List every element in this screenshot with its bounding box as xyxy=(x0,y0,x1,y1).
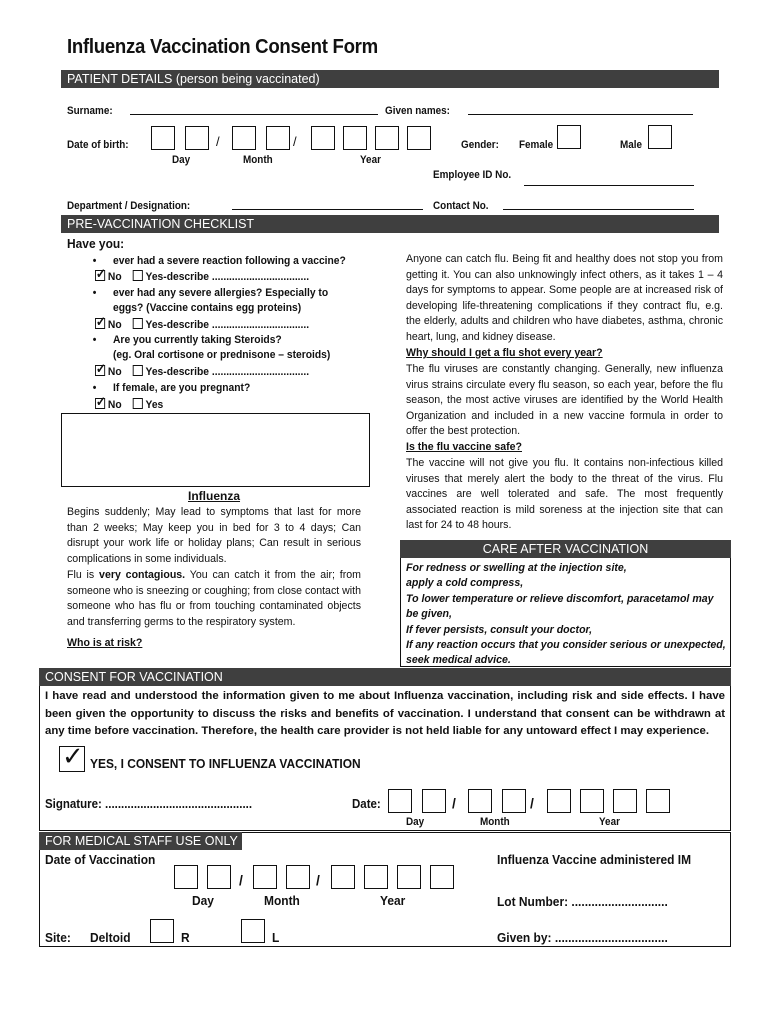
q1-no-checkbox[interactable] xyxy=(95,270,105,281)
consent-yes-label: YES, I CONSENT TO INFLUENZA VACCINATION xyxy=(90,756,361,771)
care-line-1: For redness or swelling at the injection site, xyxy=(406,562,627,574)
q4-yes-label: Yes xyxy=(145,399,164,411)
checkmark-icon: ✓ xyxy=(62,741,84,771)
info-paragraph-1: Anyone can catch flu. Being fit and healthy does not stop you from getting it. You can also unknowingly infect others, as it takes 1 – 4 days for symptoms to appear. Some people are at increased risk of developing life-threatening complications if they contract flu, e.g. the elderly, adults and children who have diabetes, asthma, chronic heart, lung, and kidney disease. xyxy=(406,253,723,343)
female-checkbox[interactable] xyxy=(557,125,581,149)
deltoid-r-label: R xyxy=(181,930,190,945)
vaccine-im-label: Influenza Vaccine administered IM xyxy=(497,852,692,867)
who-is-at-risk-heading: Who is at risk? xyxy=(67,637,143,649)
consent-text: I have read and understood the information given to me about Influenza vaccination, including risk and side effects. I have been given the opportunity to discuss the risks and benefits of vaccination. I understand that consent can be withdrawn at any time before vaccination. Therefore, the health care provider is not held liable for any untoward effect I may experience. xyxy=(45,690,725,737)
date-of-vaccination-label: Date of Vaccination xyxy=(45,852,156,867)
consent-day-box-1[interactable] xyxy=(388,789,412,813)
vaccine-safe-heading: Is the flu vaccine safe? xyxy=(406,441,522,453)
care-line-2: apply a cold compress, xyxy=(406,577,524,590)
question-2-continued: eggs? (Vaccine contains egg proteins) xyxy=(113,302,302,314)
influenza-paragraph-2: Flu is very contagious. You can catch it from the air; from someone who is sneezing or coughing; from close contact with someone who has flu or from touching contaminated objects and transferring germs to the respiratory system. xyxy=(67,569,361,628)
vacc-month-box-1[interactable] xyxy=(253,865,277,889)
q1-yes-checkbox[interactable] xyxy=(133,270,143,281)
question-3: • Are you currently taking Steroids? xyxy=(113,334,282,346)
dob-day-box-1[interactable] xyxy=(151,126,175,150)
info-paragraph-3: The vaccine will not give you flu. It contains non-infectious killed viruses that merely alert the body to the threat of the virus. Flu vaccines are well tolerated and safe. The most frequently associated reaction is mild soreness at the injection site that can last for 24 to 48 hours. xyxy=(406,457,723,532)
question-3-continued: (eg. Oral cortisone or prednisone – steroids) xyxy=(113,349,331,361)
care-line-3: To lower temperature or relieve discomfort, paracetamol may be given, xyxy=(406,592,714,621)
consent-slash-1: / xyxy=(452,795,456,811)
q1-yes-describe: Yes-describe .................................. xyxy=(145,271,310,283)
gender-label: Gender: xyxy=(461,139,499,151)
vacc-year-box-3[interactable] xyxy=(397,865,421,889)
vacc-day-box-1[interactable] xyxy=(174,865,198,889)
male-checkbox[interactable] xyxy=(648,125,672,149)
checklist-header: PRE-VACCINATION CHECKLIST xyxy=(61,215,719,233)
consent-year-caption: Year xyxy=(599,816,620,828)
q4-yes-checkbox[interactable] xyxy=(133,398,143,409)
surname-field[interactable] xyxy=(130,114,378,115)
care-line-4: If fever persists, consult your doctor, xyxy=(406,623,593,636)
q4-no-label: No xyxy=(107,399,122,411)
vacc-month-box-2[interactable] xyxy=(286,865,310,889)
dob-month-box-1[interactable] xyxy=(232,126,256,150)
consent-header: CONSENT FOR VACCINATION xyxy=(39,668,731,686)
given-names-field[interactable] xyxy=(468,114,693,115)
consent-year-box-3[interactable] xyxy=(613,789,637,813)
male-label: Male xyxy=(620,139,643,151)
dob-year-box-3[interactable] xyxy=(375,126,399,150)
q3-no-checkbox[interactable] xyxy=(95,365,105,376)
vacc-year-box-1[interactable] xyxy=(331,865,355,889)
contact-label: Contact No. xyxy=(433,200,489,212)
consent-day-caption: Day xyxy=(406,816,425,828)
q2-yes-checkbox[interactable] xyxy=(133,318,143,329)
vacc-year-box-4[interactable] xyxy=(430,865,454,889)
consent-slash-2: / xyxy=(530,795,534,811)
dob-year-box-1[interactable] xyxy=(311,126,335,150)
dob-year-caption: Year xyxy=(360,154,381,166)
form-title: Influenza Vaccination Consent Form xyxy=(67,36,378,58)
dob-day-box-2[interactable] xyxy=(185,126,209,150)
dob-month-caption: Month xyxy=(243,154,273,166)
site-label: Site: xyxy=(45,930,71,945)
q1-no-label: No xyxy=(107,271,122,283)
consent-checkbox[interactable] xyxy=(59,741,85,772)
have-you-label: Have you: xyxy=(67,236,125,251)
lot-number-field[interactable]: Lot Number: ............................. xyxy=(497,894,668,909)
given-by-field[interactable]: Given by: .................................. xyxy=(497,930,668,945)
influenza-paragraph-1: Begins suddenly; May lead to symptoms that last for more than 2 weeks; May keep you in bed for 3 to 4 days; Can disrupt your work life or holiday plans; Can result in serious complications in some individuals. xyxy=(67,506,361,565)
vacc-day-caption: Day xyxy=(192,893,214,908)
vacc-month-caption: Month xyxy=(264,893,300,908)
q2-no-checkbox[interactable] xyxy=(95,318,105,329)
consent-month-box-1[interactable] xyxy=(468,789,492,813)
q2-yes-describe: Yes-describe .................................. xyxy=(145,319,310,331)
contact-field[interactable] xyxy=(503,209,694,210)
female-label: Female xyxy=(519,139,554,151)
dob-label: Date of birth: xyxy=(67,139,129,151)
consent-month-box-2[interactable] xyxy=(502,789,526,813)
notes-box[interactable] xyxy=(61,413,370,487)
care-header: CARE AFTER VACCINATION xyxy=(400,540,731,558)
question-1: • ever had a severe reaction following a vaccine? xyxy=(113,255,346,267)
q3-yes-checkbox[interactable] xyxy=(133,365,143,376)
question-4: • If female, are you pregnant? xyxy=(113,382,250,394)
dob-slash-1: / xyxy=(216,134,220,149)
deltoid-r-checkbox[interactable] xyxy=(150,919,174,943)
dob-year-box-2[interactable] xyxy=(343,126,367,150)
given-names-label: Given names: xyxy=(385,105,450,117)
influenza-heading: Influenza xyxy=(188,489,241,503)
info-paragraph-2: The flu viruses are constantly changing. Generally, new influenza virus strains circulate every flu season, so each year, before the flu season, the most active viruses are identified by the World Health Organization and included in a new vaccine formula in order to offer the best protection. xyxy=(406,363,723,438)
dob-year-box-4[interactable] xyxy=(407,126,431,150)
consent-date-label: Date: xyxy=(352,797,381,811)
patient-details-header: PATIENT DETAILS (person being vaccinated) xyxy=(61,70,719,88)
care-instructions xyxy=(406,561,728,669)
why-flu-shot-heading: Why should I get a flu shot every year? xyxy=(406,347,603,359)
consent-month-caption: Month xyxy=(480,816,510,828)
vacc-slash-1: / xyxy=(239,872,243,888)
vacc-day-box-2[interactable] xyxy=(207,865,231,889)
care-line-5: If any reaction occurs that you consider serious or unexpected, seek medical advice. xyxy=(406,639,726,667)
q3-no-label: No xyxy=(107,366,122,378)
surname-label: Surname: xyxy=(67,105,113,117)
medical-header: FOR MEDICAL STAFF USE ONLY xyxy=(39,832,242,850)
vacc-slash-2: / xyxy=(316,872,320,888)
dob-day-caption: Day xyxy=(172,154,191,166)
consent-year-box-4[interactable] xyxy=(646,789,670,813)
q4-no-checkbox[interactable] xyxy=(95,398,105,409)
employee-id-label: Employee ID No. xyxy=(433,169,512,181)
deltoid-label: Deltoid xyxy=(90,930,131,945)
dob-month-box-2[interactable] xyxy=(266,126,290,150)
deltoid-l-label: L xyxy=(272,930,280,945)
vacc-year-caption: Year xyxy=(380,893,406,908)
consent-day-box-2[interactable] xyxy=(422,789,446,813)
dob-slash-2: / xyxy=(293,134,297,149)
deltoid-l-checkbox[interactable] xyxy=(241,919,265,943)
q2-no-label: No xyxy=(107,319,122,331)
consent-year-box-1[interactable] xyxy=(547,789,571,813)
question-2: • ever had any severe allergies? Especially to xyxy=(113,287,328,299)
vacc-year-box-2[interactable] xyxy=(364,865,388,889)
q3-yes-describe: Yes-describe .................................. xyxy=(145,366,310,378)
employee-id-field[interactable] xyxy=(524,185,694,186)
department-label: Department / Designation: xyxy=(67,200,191,212)
department-field[interactable] xyxy=(232,209,423,210)
consent-year-box-2[interactable] xyxy=(580,789,604,813)
signature-field[interactable]: Signature: .............................................. xyxy=(45,797,253,811)
